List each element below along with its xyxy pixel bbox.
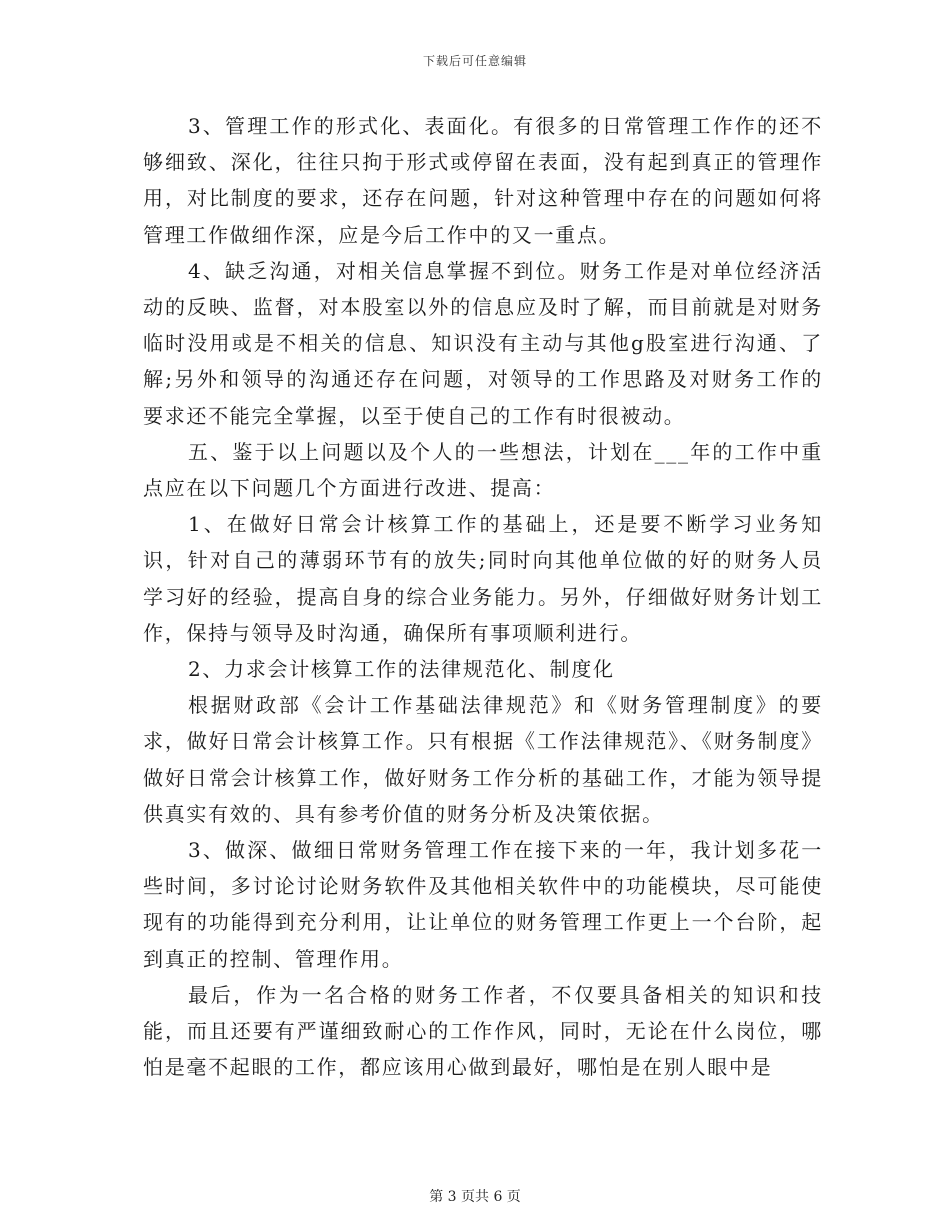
paragraph-4: 1、在做好日常会计核算工作的基础上，还是要不断学习业务知识，针对自己的薄弱环节有的放失;同时向其他单位做的好的财务人员学习好的经验，提高自身的综合业务能力。另外，仔细做好财务计划工作，保持与领导及时沟通，确保所有事项顺利进行。	[143, 512, 823, 645]
paragraph-2: 4、缺乏沟通，对相关信息掌握不到位。财务工作是对单位经济活动的反映、监督，对本股室以外的信息应及时了解，而目前就是对财务临时没用或是不相关的信息、知识没有主动与其他g股室进行沟通、了解;另外和领导的沟通还存在问题，对领导的工作思路及对财务工作的要求还不能完全掌握，以至于使自己的工作有时很被动。	[143, 258, 823, 428]
paragraph-8: 最后，作为一名合格的财务工作者，不仅要具备相关的知识和技能，而且还要有严谨细致耐心的工作作风，同时，无论在什么岗位，哪怕是毫不起眼的工作，都应该用心做到最好，哪怕是在别人眼中是	[143, 982, 823, 1080]
paragraph-5: 2、力求会计核算工作的法律规范化、制度化	[188, 657, 615, 682]
page-footer: 第 3 页共 6 页	[429, 1189, 521, 1205]
paragraph-3: 五、鉴于以上问题以及个人的一些想法，计划在___年的工作中重点应在以下问题几个方面进行改进、提高：	[143, 439, 823, 501]
paragraph-6: 根据财政部《会计工作基础法律规范》和《财务管理制度》的要求，做好日常会计核算工作。只有根据《工作法律规范》、《财务制度》做好日常会计核算工作，做好财务工作分析的基础工作，才能为领导提供真实有效的、具有参考价值的财务分析及决策依据。	[143, 693, 823, 826]
page-header: 下载后可任意编辑	[422, 54, 527, 68]
paragraph-7: 3、做深、做细日常财务管理工作在接下来的一年，我计划多花一些时间，多讨论讨论财务软件及其他相关软件中的功能模块，尽可能使现有的功能得到充分利用，让让单位的财务管理工作更上一个台阶，起到真正的控制、管理作用。	[143, 838, 823, 971]
document-body	[143, 108, 823, 1085]
paragraph-1: 3、管理工作的形式化、表面化。有很多的日常管理工作作的还不够细致、深化，往往只拘于形式或停留在表面，没有起到真正的管理作用，对比制度的要求，还存在问题，针对这种管理中存在的问题如何将管理工作做细作深，应是今后工作中的又一重点。	[143, 114, 823, 247]
